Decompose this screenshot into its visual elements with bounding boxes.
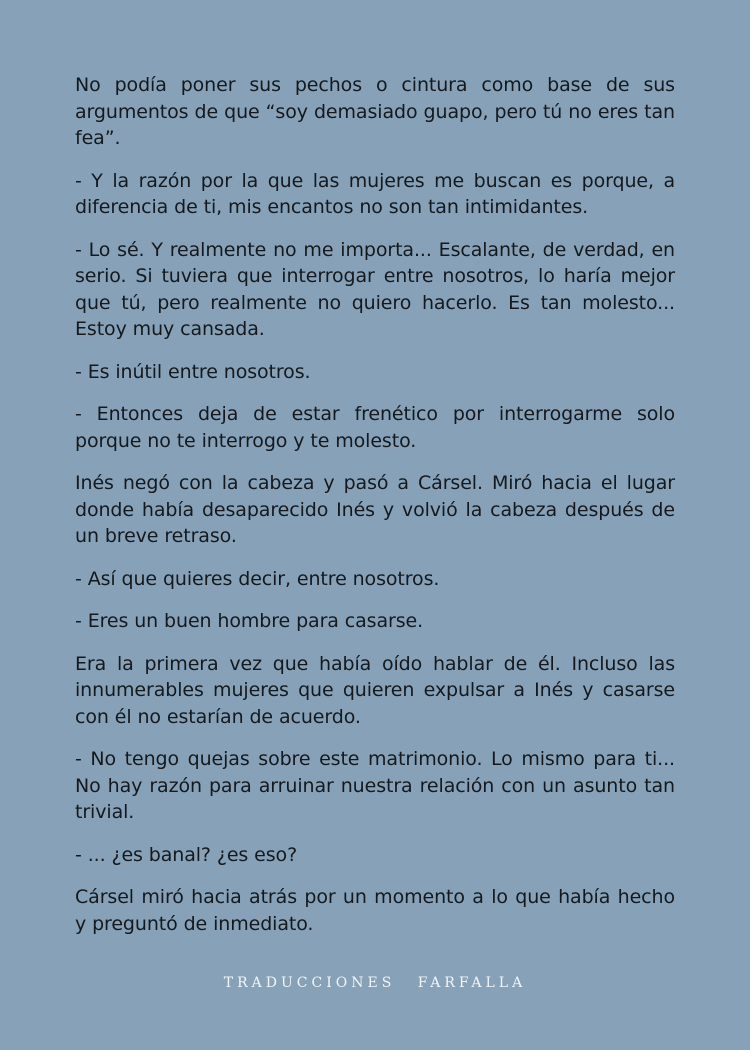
footer-credit: TRADUCCIONES FARFALLA (223, 975, 527, 991)
paragraph: - Es inútil entre nosotros. (75, 360, 311, 383)
paragraph: - Eres un buen hombre para casarse. (75, 610, 424, 632)
paragraph: Era la primera vez que había oído hablar de él. Incluso las innumerables mujeres que quieren expulsar a Inés y casarse con él no estarían de acuerdo. (75, 652, 675, 728)
paragraph: - Así que quieres decir, entre nosotros. (75, 567, 440, 590)
paragraph: - Entonces deja de estar frenético por interrogarme solo porque no te interrogo y te molesto. (75, 403, 675, 452)
paragraph: - Lo sé. Y realmente no me importa... Escalante, de verdad, en serio. Si tuviera que interrogar entre nosotros, lo haría mejor que tú, pero realmente no quiero hacerlo. Es tan molesto... Estoy muy cansada. (75, 238, 675, 340)
document-body (75, 72, 675, 953)
paragraph: - ... ¿es banal? ¿es eso? (75, 843, 298, 866)
paragraph: Inés negó con la cabeza y pasó a Cársel. Miró hacia el lugar donde había desaparecido Inés y volvió la cabeza después de un breve retraso. (75, 472, 675, 547)
paragraph: - No tengo quejas sobre este matrimonio. Lo mismo para ti... No hay razón para arruinar nuestra relación con un asunto tan trivial. (75, 748, 675, 823)
paragraph: Cársel miró hacia atrás por un momento a lo que había hecho y preguntó de inmediato. (75, 886, 675, 935)
paragraph: - Y la razón por la que las mujeres me buscan es porque, a diferencia de ti, mis encantos no son tan intimidantes. (75, 169, 675, 218)
paragraph: No podía poner sus pechos o cintura como base de sus argumentos de que “soy demasiado guapo, pero tú no eres tan fea”. (75, 74, 675, 149)
